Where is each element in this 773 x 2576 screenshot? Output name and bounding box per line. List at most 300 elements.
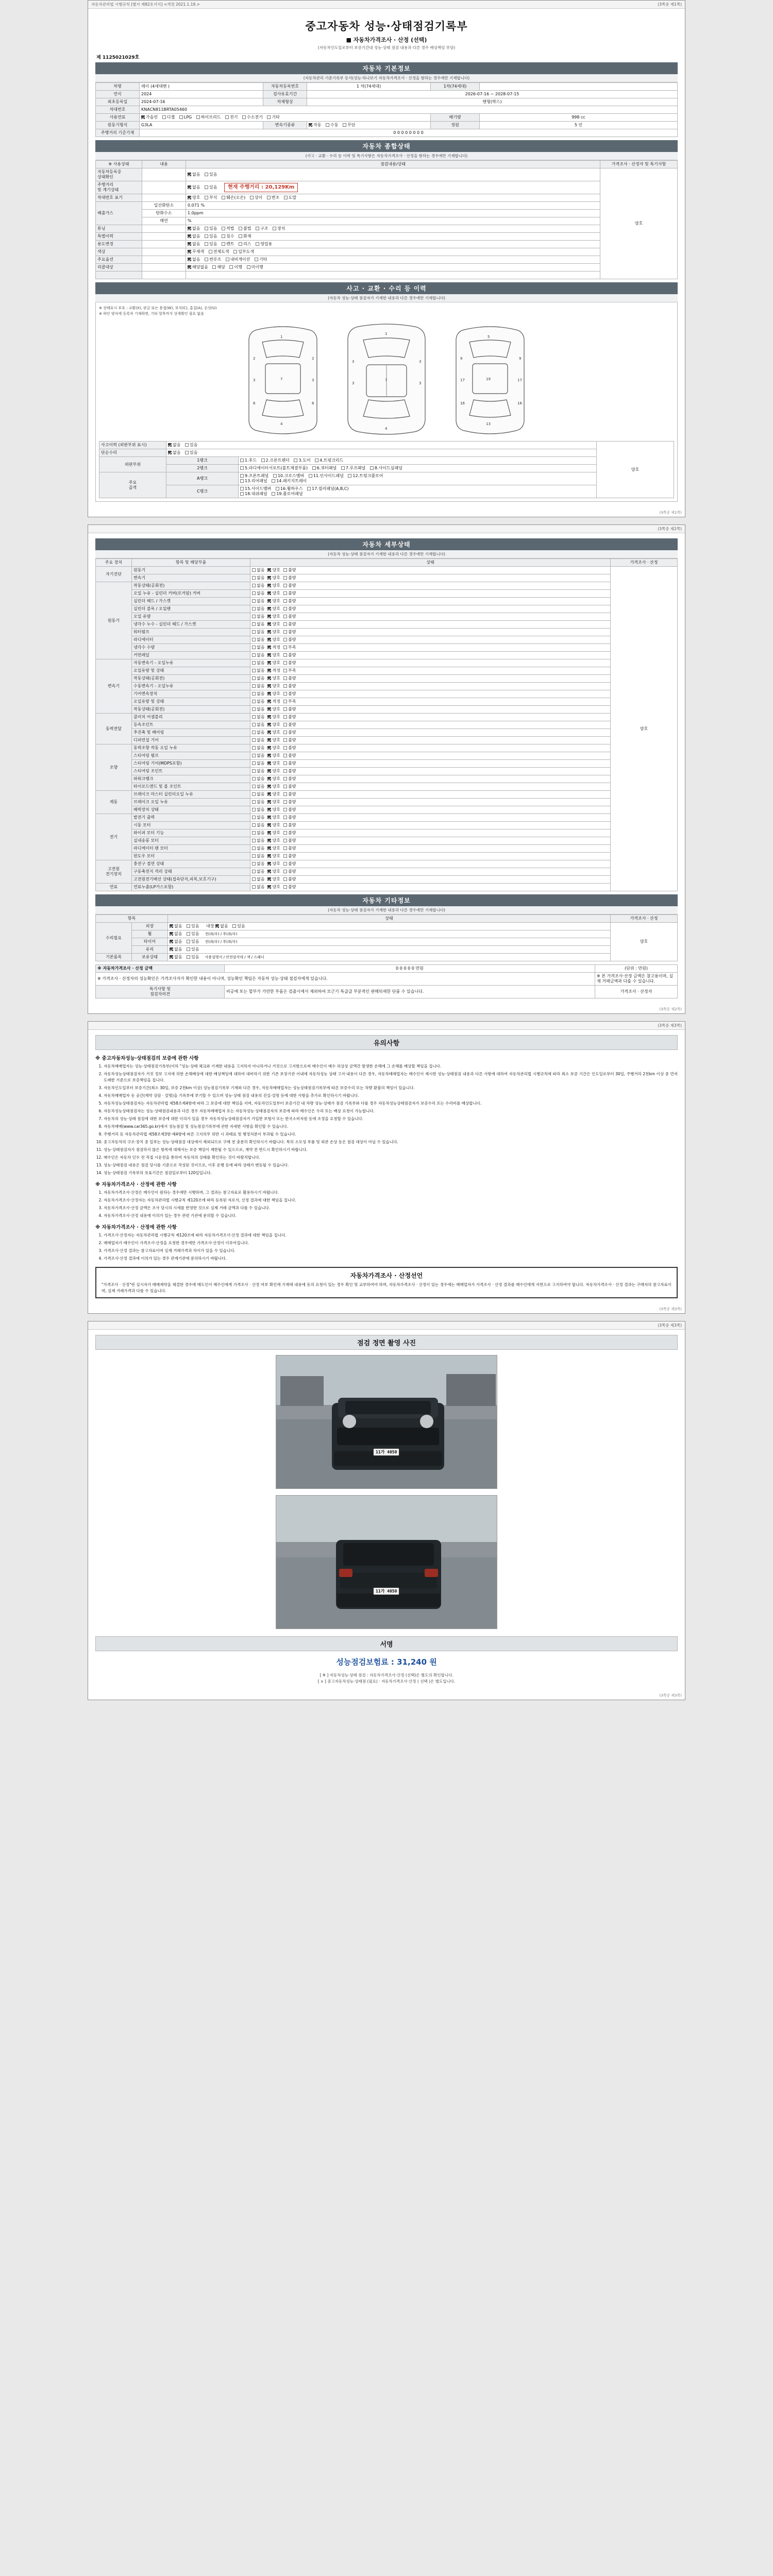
- detail-item-options[interactable]: [250, 860, 611, 868]
- opt-diff[interactable]: 상이: [250, 195, 262, 200]
- opt-불량[interactable]: 불량: [283, 653, 296, 658]
- opt-none[interactable]: 없음: [188, 257, 200, 262]
- part-trunk-lid[interactable]: 4.트렁크리드: [315, 458, 343, 463]
- car-damage-diagram: [99, 316, 674, 439]
- etc-glass-opts[interactable]: [168, 946, 611, 954]
- opt-없음[interactable]: 없음: [252, 831, 264, 836]
- detail-group-6: 전기: [96, 814, 132, 860]
- fuel-option-lpg[interactable]: LPG: [179, 115, 192, 120]
- detail-item-options[interactable]: [250, 659, 611, 667]
- opt-불량[interactable]: 불량: [283, 885, 296, 890]
- opt-fire[interactable]: 화재: [239, 234, 251, 239]
- opt-none[interactable]: 없음: [170, 955, 182, 960]
- opt-notdone[interactable]: 미이행: [247, 265, 263, 270]
- price-right-note: ※ 본 가격조사·산정 금액은 참고용이며, 실제 거래금액과 다를 수 있습니다.: [595, 973, 678, 986]
- opt-none[interactable]: 없음: [168, 443, 180, 448]
- opt-양호[interactable]: 양호: [267, 854, 280, 859]
- opt-legal[interactable]: 적법: [222, 226, 234, 231]
- opt-불량[interactable]: 불량: [283, 800, 296, 805]
- part-quarter-panel[interactable]: 6.쿼터패널: [312, 466, 337, 471]
- part-trunk-floor[interactable]: 12.트렁크플로어: [348, 473, 383, 479]
- price-unit: (단위 : 만원): [595, 965, 678, 973]
- opt-applicable[interactable]: 해당: [212, 265, 225, 270]
- row-opts-regcert[interactable]: [186, 168, 600, 181]
- page2-number: (3쪽중 제2쪽): [658, 527, 682, 531]
- detail-item-options[interactable]: [250, 613, 611, 621]
- opt-없음[interactable]: 없음: [252, 606, 264, 612]
- opt-없음[interactable]: 없음: [252, 815, 264, 820]
- detail-item-options[interactable]: [250, 744, 611, 752]
- opt-illegal[interactable]: 불법: [239, 226, 251, 231]
- detail-item-options[interactable]: [250, 806, 611, 814]
- opt-etc[interactable]: 기타: [255, 257, 267, 262]
- opt-없음[interactable]: 없음: [252, 846, 264, 851]
- part-inside-panel[interactable]: 11.인사이드패널: [309, 473, 344, 479]
- part-front-fender[interactable]: 2.프론트펜더: [261, 458, 290, 463]
- part-pillar-panel[interactable]: 17.필러패널(A,B,C): [307, 486, 349, 492]
- opt-불량[interactable]: 불량: [283, 730, 296, 735]
- row-opts-extra[interactable]: [186, 272, 600, 279]
- opt-불량[interactable]: 불량: [283, 676, 296, 681]
- opt-양호[interactable]: 양호: [267, 691, 280, 697]
- opt-양호[interactable]: 양호: [267, 707, 280, 712]
- table-row: [96, 837, 678, 845]
- detail-item-options[interactable]: [250, 698, 611, 706]
- detail-item-options[interactable]: [250, 729, 611, 737]
- table-row: [96, 91, 678, 98]
- trans-options[interactable]: [307, 122, 431, 129]
- opt-flood[interactable]: 침수: [222, 234, 234, 239]
- opt-양호[interactable]: 양호: [267, 730, 280, 735]
- detail-item-options[interactable]: [250, 822, 611, 829]
- detail-item-options[interactable]: [250, 721, 611, 729]
- opt-none[interactable]: 없음: [170, 931, 182, 937]
- detail-item-options[interactable]: [250, 598, 611, 605]
- opt-navi[interactable]: 내비게이션: [226, 257, 250, 262]
- opt-yes-2[interactable]: 있음: [232, 924, 245, 929]
- opt-양호[interactable]: 양호: [267, 885, 280, 890]
- opt-없음[interactable]: 없음: [252, 823, 264, 828]
- opt-불량[interactable]: 불량: [283, 792, 296, 797]
- opt-불량[interactable]: 불량: [283, 622, 296, 627]
- opt-yes[interactable]: 있음: [187, 931, 199, 937]
- opt-양호[interactable]: 양호: [267, 846, 280, 851]
- opt-yes[interactable]: 있음: [205, 242, 217, 247]
- part-cross-member[interactable]: 10.크로스멤버: [273, 473, 304, 479]
- opt-불량[interactable]: 불량: [283, 630, 296, 635]
- detail-item-options[interactable]: [250, 737, 611, 744]
- etc-basic-opts[interactable]: [168, 954, 611, 961]
- opt-양호[interactable]: 양호: [267, 753, 280, 758]
- opt-양호[interactable]: 양호: [267, 831, 280, 836]
- opt-없음[interactable]: 없음: [252, 699, 264, 704]
- opt-양호[interactable]: 양호: [267, 838, 280, 843]
- table-row: [96, 744, 678, 752]
- opt-none[interactable]: 없음: [170, 939, 182, 944]
- opt-불량[interactable]: 불량: [283, 807, 296, 812]
- price-digit-4: 0: [411, 966, 414, 971]
- detail-item-options[interactable]: [250, 667, 611, 675]
- svg-text:16: 16: [517, 401, 522, 405]
- detail-item-options[interactable]: [250, 799, 611, 806]
- detail-item-options[interactable]: [250, 783, 611, 791]
- opt-없음[interactable]: 없음: [252, 707, 264, 712]
- detail-item-options[interactable]: [250, 837, 611, 845]
- opt-양호[interactable]: 양호: [267, 738, 280, 743]
- detail-item-options[interactable]: [250, 752, 611, 760]
- notice-section-2-title: ※ 자동차가격조사 · 산정에 관한 사항: [95, 1182, 177, 1188]
- detail-item-options[interactable]: [250, 574, 611, 582]
- opt-불량[interactable]: 불량: [283, 738, 296, 743]
- opt-양호[interactable]: 양호: [267, 599, 280, 604]
- opt-없음[interactable]: 없음: [252, 792, 264, 797]
- part-side-sill[interactable]: 8.사이드실패널: [370, 466, 402, 471]
- opt-불량[interactable]: 불량: [283, 854, 296, 859]
- part-radiator-support[interactable]: 5.라디에이터서포트(볼트체결부품): [240, 466, 308, 471]
- opt-적정[interactable]: 적정: [267, 645, 280, 650]
- opt-양호[interactable]: 양호: [267, 769, 280, 774]
- opt-불량[interactable]: 불량: [283, 591, 296, 596]
- opt-없음[interactable]: 없음: [252, 869, 264, 874]
- opt-yes[interactable]: 있음: [205, 172, 217, 177]
- opt-양호[interactable]: 양호: [267, 800, 280, 805]
- opt-불량[interactable]: 불량: [283, 575, 296, 581]
- fuel-option-hydrogen[interactable]: 수소전기: [242, 115, 263, 120]
- opt-yes[interactable]: 있음: [205, 226, 217, 231]
- opt-부족[interactable]: 부족: [283, 668, 296, 673]
- detail-item-options[interactable]: [250, 690, 611, 698]
- opt-불량[interactable]: 불량: [283, 784, 296, 789]
- rear-photo[interactable]: [276, 1495, 497, 1629]
- detail-item-options[interactable]: [250, 605, 611, 613]
- opt-없음[interactable]: 없음: [252, 769, 264, 774]
- opt-none[interactable]: 없음: [188, 172, 200, 177]
- opt-없음[interactable]: 없음: [252, 645, 264, 650]
- opt-없음[interactable]: 없음: [252, 861, 264, 867]
- opt-부족[interactable]: 부족: [283, 699, 296, 704]
- opt-none[interactable]: 없음: [170, 924, 182, 929]
- opt-yes[interactable]: 있음: [187, 939, 199, 944]
- svg-text:1: 1: [385, 332, 388, 336]
- opt-불량[interactable]: 불량: [283, 599, 296, 604]
- detail-item-options[interactable]: [250, 760, 611, 768]
- opt-fullpaint[interactable]: 전체도색: [209, 249, 229, 255]
- detail-item-options[interactable]: [250, 652, 611, 659]
- opt-damage[interactable]: 훼손(오손): [222, 195, 245, 200]
- opt-불량[interactable]: 불량: [283, 776, 296, 782]
- notice-list-2: [104, 1190, 678, 1219]
- detail-item-options[interactable]: [250, 621, 611, 629]
- opt-없음[interactable]: 없음: [252, 568, 264, 573]
- opt-없음[interactable]: 없음: [252, 753, 264, 758]
- opt-none[interactable]: 없음: [188, 226, 200, 231]
- opt-불량[interactable]: 불량: [283, 614, 296, 619]
- part-front-panel[interactable]: 9.프론트패널: [240, 473, 268, 479]
- part-wheel-house[interactable]: 16.휠하우스: [276, 486, 303, 492]
- rank-1-items[interactable]: [239, 457, 597, 465]
- opt-없음[interactable]: 없음: [252, 630, 264, 635]
- opt-none[interactable]: 없음: [188, 234, 200, 239]
- opt-없음[interactable]: 없음: [252, 738, 264, 743]
- rank-c-items[interactable]: [239, 485, 597, 498]
- opt-없음[interactable]: 없음: [252, 745, 264, 751]
- opt-없음[interactable]: 없음: [252, 684, 264, 689]
- opt-양호[interactable]: 양호: [267, 606, 280, 612]
- opt-없음[interactable]: 없음: [252, 575, 264, 581]
- opt-불량[interactable]: 불량: [283, 861, 296, 867]
- detail-item-options[interactable]: [250, 768, 611, 775]
- opt-none[interactable]: 없음: [188, 185, 200, 190]
- overall-col-2: 점검내용/상태: [186, 161, 600, 168]
- part-roof-panel[interactable]: 7.루프패널: [341, 466, 366, 471]
- opt-없음[interactable]: 없음: [252, 622, 264, 627]
- opt-없음[interactable]: 없음: [252, 854, 264, 859]
- row-opts-tuning[interactable]: [186, 225, 600, 233]
- opt-none[interactable]: 없음: [168, 450, 180, 455]
- opt-partpaint[interactable]: 일부도색: [233, 249, 254, 255]
- part-door[interactable]: 3.도어: [294, 458, 310, 463]
- opt-양호[interactable]: 양호: [267, 575, 280, 581]
- opt-양호[interactable]: 양호: [267, 637, 280, 642]
- part-hood[interactable]: 1.후드: [240, 458, 257, 463]
- detail-group-3: 동력전달: [96, 714, 132, 744]
- detail-item-options[interactable]: [250, 567, 611, 574]
- detail-item-options[interactable]: [250, 706, 611, 714]
- opt-없음[interactable]: 없음: [252, 660, 264, 666]
- opt-양호[interactable]: 양호: [267, 815, 280, 820]
- simple-repair-opts[interactable]: [166, 449, 597, 457]
- opt-불량[interactable]: 불량: [283, 660, 296, 666]
- opt-yes[interactable]: 있음: [185, 450, 197, 455]
- opt-lease[interactable]: 리스: [239, 242, 251, 247]
- opt-양호[interactable]: 양호: [267, 776, 280, 782]
- part-rear-panel[interactable]: 13.리어패널: [240, 479, 267, 484]
- opt-양호[interactable]: 양호: [267, 653, 280, 658]
- opt-없음[interactable]: 없음: [252, 761, 264, 766]
- detail-item-options[interactable]: [250, 868, 611, 876]
- detail-item-options[interactable]: [250, 644, 611, 652]
- opt-none[interactable]: 없음: [170, 947, 182, 952]
- opt-device[interactable]: 장치: [273, 226, 285, 231]
- table-row: [96, 217, 678, 225]
- opt-불량[interactable]: 불량: [283, 823, 296, 828]
- detail-item-options[interactable]: [250, 791, 611, 799]
- trans-option-auto[interactable]: 자동: [309, 123, 321, 128]
- opt-불량[interactable]: 불량: [283, 815, 296, 820]
- opt-없음[interactable]: 없음: [252, 637, 264, 642]
- row-opts-recall[interactable]: [186, 264, 600, 272]
- page-1: [88, 0, 685, 517]
- opt-없음[interactable]: 없음: [252, 730, 264, 735]
- opt-불량[interactable]: 불량: [283, 846, 296, 851]
- row-opts-usechange[interactable]: [186, 241, 600, 248]
- opt-none[interactable]: 없음: [188, 242, 200, 247]
- opt-없음[interactable]: 없음: [252, 776, 264, 782]
- opt-yes[interactable]: 있음: [187, 924, 199, 929]
- opt-양호[interactable]: 양호: [267, 583, 280, 588]
- opt-yes[interactable]: 있음: [185, 443, 197, 448]
- opt-sunroof[interactable]: 썬루프: [205, 257, 221, 262]
- opt-good[interactable]: 양호: [188, 195, 200, 200]
- part-dash-panel[interactable]: 18.대쉬패널: [240, 492, 267, 497]
- opt-양호[interactable]: 양호: [267, 807, 280, 812]
- opt-불량[interactable]: 불량: [283, 722, 296, 727]
- part-floor-panel[interactable]: 19.플로어패널: [272, 492, 303, 497]
- opt-불량[interactable]: 불량: [283, 606, 296, 612]
- fuel-option-electric[interactable]: 전기: [225, 115, 238, 120]
- opt-business[interactable]: 영업용: [256, 242, 272, 247]
- opt-양호[interactable]: 양호: [267, 622, 280, 627]
- opt-없음[interactable]: 없음: [252, 653, 264, 658]
- opt-없음[interactable]: 없음: [252, 583, 264, 588]
- opt-불량[interactable]: 불량: [283, 745, 296, 751]
- opt-불량[interactable]: 불량: [283, 691, 296, 697]
- overall-col-3: 가격조사 · 산정자 및 특기사항: [600, 161, 678, 168]
- opt-na[interactable]: 해당없음: [188, 265, 208, 270]
- opt-없음[interactable]: 없음: [252, 668, 264, 673]
- opt-양호[interactable]: 양호: [267, 877, 280, 882]
- opt-없음[interactable]: 없음: [252, 800, 264, 805]
- opt-양호[interactable]: 양호: [267, 715, 280, 720]
- opt-불량[interactable]: 불량: [283, 838, 296, 843]
- opt-부족[interactable]: 부족: [283, 645, 296, 650]
- fuel-options[interactable]: [140, 114, 431, 122]
- opt-없음[interactable]: 없음: [252, 715, 264, 720]
- detail-item-label: 발전기 출력: [132, 814, 250, 822]
- page1-footer: (3쪽중 제1쪽): [659, 511, 682, 515]
- opt-없음[interactable]: 없음: [252, 877, 264, 882]
- opt-양호[interactable]: 양호: [267, 861, 280, 867]
- year-label: 연식: [96, 91, 140, 98]
- opt-yes[interactable]: 있음: [187, 947, 199, 952]
- opt-yes[interactable]: 있음: [205, 234, 217, 239]
- detail-item-options[interactable]: [250, 853, 611, 860]
- opt-achromatic[interactable]: 무채색: [188, 249, 204, 255]
- opt-불량[interactable]: 불량: [283, 869, 296, 874]
- opt-없음[interactable]: 없음: [252, 691, 264, 697]
- detail-item-options[interactable]: [250, 675, 611, 683]
- etc-wheel-opts[interactable]: [168, 930, 611, 938]
- fuel-option-gasoline[interactable]: 가솔린: [141, 115, 158, 120]
- row-opts-color[interactable]: [186, 248, 600, 256]
- part-package-tray[interactable]: 14.패키지트레이: [272, 479, 307, 484]
- row-opts-mileage[interactable]: [186, 181, 600, 194]
- opt-양호[interactable]: 양호: [267, 676, 280, 681]
- opt-yes[interactable]: 있음: [205, 185, 217, 190]
- detail-item-options[interactable]: [250, 582, 611, 590]
- opt-forged[interactable]: 변조: [267, 195, 279, 200]
- etc-exterior-opts[interactable]: [168, 923, 611, 930]
- opt-없음[interactable]: 없음: [252, 614, 264, 619]
- detail-item-options[interactable]: [250, 629, 611, 636]
- detail-item-options[interactable]: [250, 683, 611, 690]
- row-opts-special[interactable]: [186, 233, 600, 241]
- detail-item-options[interactable]: [250, 636, 611, 644]
- accident-history-opts[interactable]: [166, 442, 597, 449]
- rank-2-items[interactable]: [239, 465, 597, 472]
- opt-양호[interactable]: 양호: [267, 722, 280, 727]
- fuel-option-etc[interactable]: 기타: [267, 115, 279, 120]
- row-desc-usechange: [142, 241, 186, 248]
- detail-item-options[interactable]: [250, 714, 611, 721]
- opt-양호[interactable]: 양호: [267, 630, 280, 635]
- opt-불량[interactable]: 불량: [283, 831, 296, 836]
- etc-basic-group: 기본품목: [96, 954, 132, 961]
- opt-없음[interactable]: 없음: [252, 784, 264, 789]
- fuel-option-diesel[interactable]: 디젤: [162, 115, 175, 120]
- opt-none-2[interactable]: 없음: [215, 924, 228, 929]
- opt-양호[interactable]: 양호: [267, 784, 280, 789]
- detail-item-options[interactable]: [250, 884, 611, 891]
- front-photo[interactable]: [276, 1355, 497, 1489]
- opt-불량[interactable]: 불량: [283, 568, 296, 573]
- opt-양호[interactable]: 양호: [267, 869, 280, 874]
- part-side-member[interactable]: 15.사이드멤버: [240, 486, 271, 492]
- row-opts-options[interactable]: [186, 256, 600, 264]
- opt-corrosion[interactable]: 부식: [205, 195, 217, 200]
- opt-yes[interactable]: 있음: [187, 955, 199, 960]
- opt-없음[interactable]: 없음: [252, 722, 264, 727]
- opt-erased[interactable]: 도말: [284, 195, 296, 200]
- opt-불량[interactable]: 불량: [283, 715, 296, 720]
- opt-불량[interactable]: 불량: [283, 684, 296, 689]
- opt-양호[interactable]: 양호: [267, 591, 280, 596]
- opt-불량[interactable]: 불량: [283, 637, 296, 642]
- opt-양호[interactable]: 양호: [267, 745, 280, 751]
- detail-item-options[interactable]: [250, 876, 611, 884]
- opt-양호[interactable]: 양호: [267, 792, 280, 797]
- opt-없음[interactable]: 없음: [252, 807, 264, 812]
- opt-없음[interactable]: 없음: [252, 838, 264, 843]
- opt-done[interactable]: 이행: [229, 265, 242, 270]
- rank-a-items[interactable]: [239, 472, 597, 485]
- opt-양호[interactable]: 양호: [267, 614, 280, 619]
- opt-양호[interactable]: 양호: [267, 568, 280, 573]
- opt-structure[interactable]: 구조: [256, 226, 268, 231]
- opt-rent[interactable]: 렌트: [222, 242, 234, 247]
- row-opts-vin-mark[interactable]: [186, 194, 600, 202]
- opt-불량[interactable]: 불량: [283, 769, 296, 774]
- opt-불량[interactable]: 불량: [283, 583, 296, 588]
- detail-item-options[interactable]: [250, 590, 611, 598]
- opt-불량[interactable]: 불량: [283, 707, 296, 712]
- opt-양호[interactable]: 양호: [267, 761, 280, 766]
- etc-tire-opts[interactable]: [168, 938, 611, 946]
- detail-item-options[interactable]: [250, 829, 611, 837]
- opt-불량[interactable]: 불량: [283, 877, 296, 882]
- opt-적정[interactable]: 적정: [267, 699, 280, 704]
- opt-없음[interactable]: 없음: [252, 676, 264, 681]
- opt-불량[interactable]: 불량: [283, 753, 296, 758]
- detail-item-options[interactable]: [250, 775, 611, 783]
- opt-양호[interactable]: 양호: [267, 684, 280, 689]
- opt-없음[interactable]: 없음: [252, 591, 264, 596]
- table-row: [96, 272, 678, 279]
- trans-option-manual[interactable]: 수동: [326, 123, 338, 128]
- fuel-option-hybrid[interactable]: 하이브리드: [196, 115, 221, 120]
- trans-option-cvt[interactable]: 무단: [343, 123, 355, 128]
- opt-불량[interactable]: 불량: [283, 761, 296, 766]
- opt-적정[interactable]: 적정: [267, 668, 280, 673]
- opt-양호[interactable]: 양호: [267, 660, 280, 666]
- opt-양호[interactable]: 양호: [267, 823, 280, 828]
- table-row: [96, 721, 678, 729]
- detail-item-options[interactable]: [250, 845, 611, 853]
- table-row: [96, 659, 678, 667]
- opt-없음[interactable]: 없음: [252, 599, 264, 604]
- detail-item-options[interactable]: [250, 814, 611, 822]
- opt-없음[interactable]: 없음: [252, 885, 264, 890]
